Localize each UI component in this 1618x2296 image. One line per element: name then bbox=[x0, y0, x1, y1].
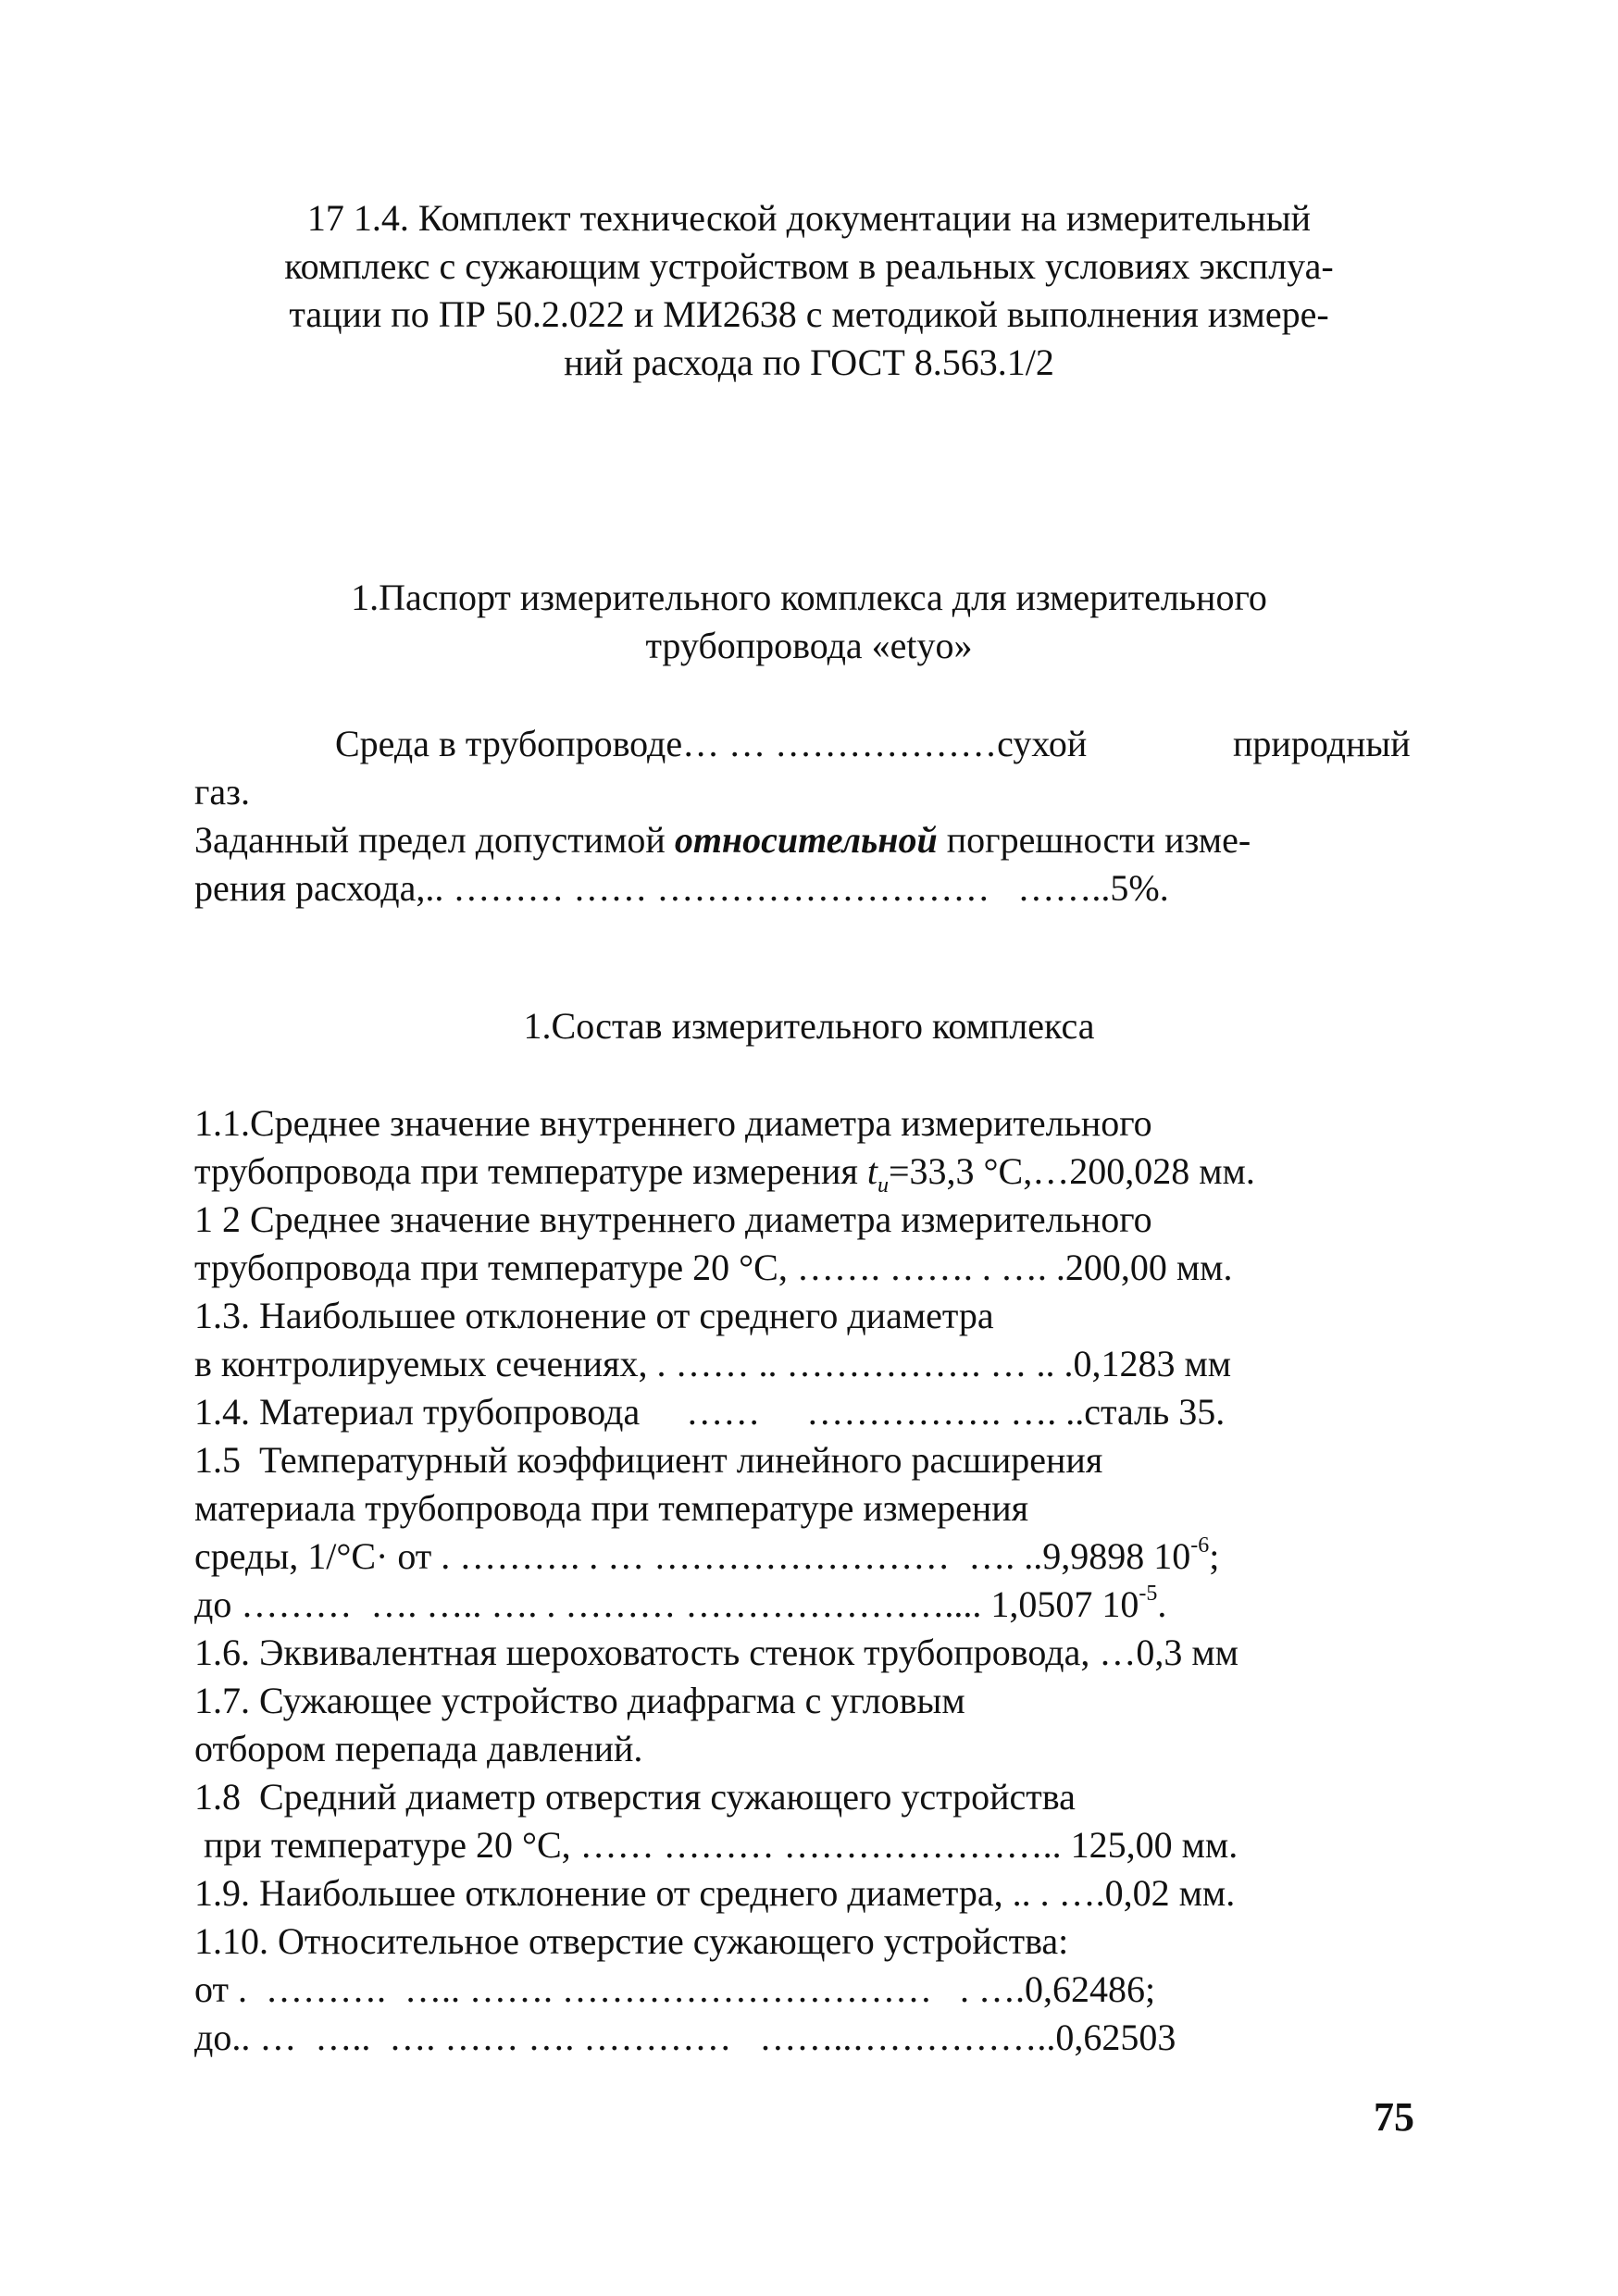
composition-line-15: 1.8 Средний диаметр отверстия сужающего устройства bbox=[194, 1776, 1076, 1818]
header-line-3: тации по ПР 50.2.022 и МИ2638 с методикой выполнения измере- bbox=[289, 293, 1329, 335]
composition-line-4: трубопровода при температуре 20 °С, ……. ……. . …. .200,00 мм. bbox=[194, 1247, 1233, 1288]
composition-line-12: 1.6. Эквивалентная шероховатость стенок трубопровода, …0,3 мм bbox=[194, 1632, 1238, 1673]
composition-line-16: при температуре 20 °С, …… ……… ………………….. 125,00 мм. bbox=[194, 1824, 1238, 1866]
composition-line-3: 1 2 Среднее значение внутреннего диаметра измерительного bbox=[194, 1198, 1152, 1240]
composition-line-11-end: . bbox=[1157, 1583, 1167, 1625]
temperature-symbol: t bbox=[866, 1150, 877, 1192]
passport-title-1: 1.Паспорт измерительного комплекса для измерительного bbox=[351, 577, 1267, 618]
composition-line-18: 1.10. Относительное отверстие сужающего устройства: bbox=[194, 1920, 1069, 1962]
header-line-4: ний расхода по ГОСТ 8.563.1/2 bbox=[564, 341, 1054, 383]
limit-line-1 bbox=[194, 816, 1251, 864]
composition-line-8: 1.5 Температурный коэффициент линейного расширения bbox=[194, 1439, 1103, 1481]
limit-text-c: погрешности изме- bbox=[937, 819, 1251, 861]
composition-line-6: в контролируемых сечениях, . …… .. ……………. … .. .0,1283 мм bbox=[194, 1343, 1232, 1384]
composition-line-1: 1.1.Среднее значение внутреннего диаметра измерительного bbox=[194, 1102, 1152, 1144]
exponent-from: -6 bbox=[1190, 1533, 1210, 1558]
composition-line-2-text: трубопровода при температуре измерения bbox=[194, 1150, 867, 1192]
composition-line-20: до.. … ….. …. …… …. ………… ……..……………..0,62503 bbox=[194, 2017, 1176, 2058]
composition-line-2-value: =33,3 °С,…200,028 мм. bbox=[888, 1150, 1255, 1192]
passport-title-2: трубопровода «etyo» bbox=[645, 625, 973, 666]
page-number: 75 bbox=[1374, 2094, 1414, 2140]
composition-line-5: 1.3. Наибольшее отклонение от среднего диаметра bbox=[194, 1295, 994, 1336]
composition-line-10 bbox=[194, 1533, 1219, 1581]
limit-text-emphasis: относительной bbox=[674, 819, 938, 861]
medium-line-wrap: газ. bbox=[194, 771, 250, 813]
composition-title: 1.Состав измерительного комплекса bbox=[523, 1005, 1095, 1047]
composition-line-17: 1.9. Наибольшее отклонение от среднего диаметра, .. . ….0,02 мм. bbox=[194, 1872, 1236, 1914]
composition-line-14: отбором перепада давлений. bbox=[194, 1728, 643, 1769]
medium-line-left: Среда в трубопроводе… … ………………сухой bbox=[335, 723, 1088, 764]
composition-line-2 bbox=[194, 1148, 1255, 1196]
composition-line-10-end: ; bbox=[1209, 1535, 1220, 1577]
composition-line-9: материала трубопровода при температуре измерения bbox=[194, 1487, 1029, 1529]
composition-line-11 bbox=[194, 1581, 1166, 1629]
limit-line-2: рения расхода,.. ……… …… ……………………… ……..5%. bbox=[194, 867, 1169, 909]
header-line-1: 17 1.4. Комплект технической документации на измерительный bbox=[306, 197, 1312, 239]
exponent-to: -5 bbox=[1139, 1581, 1158, 1606]
composition-line-19: от . ………. ….. ……. ………………………… . ….0,62486; bbox=[194, 1968, 1156, 2010]
medium-line-right: природный bbox=[1233, 723, 1411, 764]
composition-line-11-text: до ……… …. ….. …. . ……… ………………….... 1,0507 10 bbox=[194, 1583, 1139, 1625]
limit-text-a: Заданный предел допустимой bbox=[194, 819, 675, 861]
composition-line-7: 1.4. Материал трубопровода …… ……………. …. ..сталь 35. bbox=[194, 1391, 1226, 1433]
header-line-2: комплекс с сужающим устройством в реальных условиях эксплуа- bbox=[284, 245, 1334, 287]
composition-line-13: 1.7. Сужающее устройство диафрагма с угловым bbox=[194, 1680, 965, 1721]
temperature-subscript: u bbox=[877, 1173, 889, 1198]
composition-line-10-text: среды, 1/°С· от . ………. . … …………………… …. ..9,9898 10 bbox=[194, 1535, 1191, 1577]
